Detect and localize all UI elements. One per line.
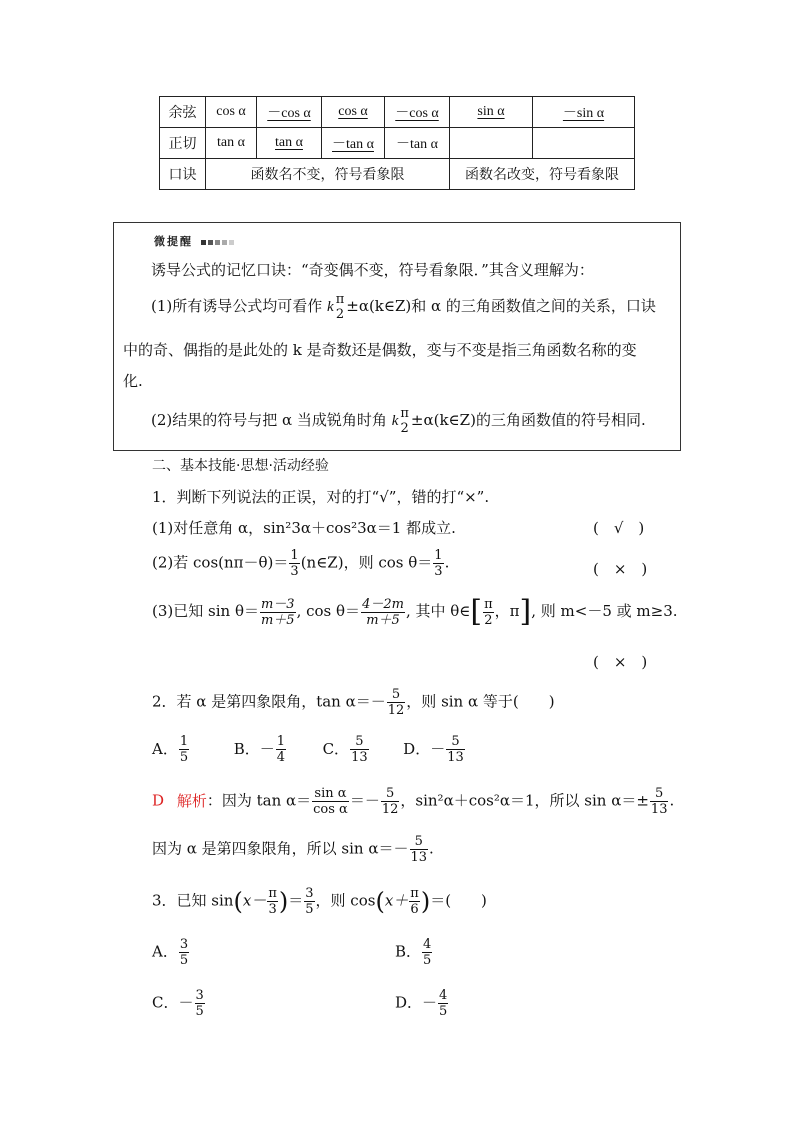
induction-formula-table <box>159 96 635 190</box>
text: (1)所有诱导公式均可看作 <box>151 297 323 315</box>
q2-option-d[interactable]: D．－ $\frac{5}{13}$ <box>403 734 464 765</box>
row-head: 口诀 <box>160 159 206 190</box>
text: (2)结果的符号与把 α 当成锐角时角 <box>151 411 387 429</box>
text: , cos θ＝ <box>296 602 361 620</box>
square-icon <box>222 240 227 245</box>
tip-p1-line2: 中的奇、偶指的是此处的 k 是奇数还是偶数，变与不变是指三角函数名称的变 <box>123 341 637 359</box>
answer-letter: D <box>152 791 165 810</box>
fraction <box>361 598 405 627</box>
text: ：因为 tan α＝ <box>206 791 312 810</box>
q2-answer-line1 <box>152 787 674 816</box>
fraction-den: 2 <box>400 421 409 436</box>
text: . <box>444 553 450 572</box>
tip-box <box>113 222 681 451</box>
fraction-num: 1 <box>290 548 299 563</box>
text: ，π <box>494 602 520 620</box>
fraction-den: 6 <box>410 902 419 917</box>
q1-item1-answer: ( √ ) <box>593 519 645 537</box>
table-row <box>160 159 635 190</box>
section-heading: 二、基本技能·思想·活动经验 <box>152 458 329 474</box>
table-cell: sin α <box>450 97 533 128</box>
fraction <box>267 887 278 916</box>
table-cell: tan α <box>206 128 257 159</box>
var-k: k <box>327 299 334 315</box>
square-icon <box>208 240 213 245</box>
mnemonic-left: 函数名不变，符号看象限 <box>206 159 450 190</box>
q1-item1: (1)对任意角 α，sin²3α＋cos²3α＝1 都成立. <box>152 519 456 537</box>
fraction <box>483 598 494 627</box>
fraction-num: 5 <box>650 787 669 802</box>
fraction-num: 4－2m <box>362 596 404 612</box>
left-bracket: [ <box>470 594 483 629</box>
table-cell: tan α <box>257 128 322 159</box>
tip-title <box>154 233 234 249</box>
text: , 其中 θ∈ <box>405 602 471 620</box>
tip-p1-line1 <box>151 293 656 321</box>
table-row <box>160 128 635 159</box>
q3-option-c[interactable]: C．－ $\frac{3}{5}$ <box>152 988 204 1019</box>
q3-option-d[interactable]: D．－ $\frac{4}{5}$ <box>395 988 448 1019</box>
q2-options <box>152 735 466 764</box>
tip-p2 <box>151 407 646 435</box>
table-cell: cos α <box>206 97 257 128</box>
table-row <box>160 97 635 128</box>
fraction <box>433 549 443 578</box>
right-bracket: ] <box>519 594 532 629</box>
fraction-den: m＋5 <box>366 612 400 628</box>
q3-option-a[interactable]: A． $\frac{3}{5}$ <box>152 937 189 968</box>
fraction <box>381 787 400 816</box>
text: ，则 cos <box>315 891 376 910</box>
fraction-num: π <box>484 596 493 612</box>
q1-stem: 1．判断下列说法的正误，对的打“√”，错的打“×”. <box>152 488 490 506</box>
table-cell: －tan α <box>322 128 385 159</box>
fraction-num: 5 <box>387 688 406 703</box>
answer-label: 解析 <box>176 791 207 810</box>
q2-stem <box>152 688 555 717</box>
fraction-den: 3 <box>268 902 277 917</box>
var-k: k <box>391 413 399 429</box>
mnemonic-right: 函数名改变，符号看象限 <box>450 159 635 190</box>
q2-option-a[interactable]: A． $\frac{1}{5}$ <box>152 734 189 765</box>
fraction <box>399 407 410 435</box>
q3-stem <box>152 887 487 916</box>
tip-title-text: 微提醒 <box>154 235 193 248</box>
right-paren: ) <box>420 887 431 916</box>
fraction-den: 2 <box>335 307 345 322</box>
tip-intro: 诱导公式的记忆口诀：“奇变偶不变，符号看象限．”其含义理解为： <box>151 261 594 279</box>
text: . <box>669 791 675 810</box>
left-paren: ( <box>233 887 243 916</box>
fraction-num: 5 <box>410 835 429 850</box>
q3-option-b[interactable]: B． $\frac{4}{5}$ <box>395 937 432 968</box>
fraction-den: 5 <box>305 902 314 917</box>
text: 因为 α 是第四象限角，所以 sin α＝－ <box>152 839 409 858</box>
table-cell <box>533 128 635 159</box>
q1-item3-answer: ( × ) <box>593 653 648 671</box>
text: ，sin²α＋cos²α＝1，所以 sin α＝± <box>400 791 649 810</box>
text: ＝( ) <box>430 891 487 910</box>
text: ±α(k∈Z)的三角函数值的符号相同. <box>410 411 646 429</box>
fraction-num: 1 <box>434 548 443 563</box>
fraction-den: 3 <box>290 564 299 579</box>
fraction-num: π <box>268 886 277 901</box>
fraction <box>650 787 669 816</box>
q1-item3 <box>152 594 678 629</box>
fraction <box>387 688 406 717</box>
fraction-den: 12 <box>381 802 399 817</box>
fraction-den: 3 <box>434 564 443 579</box>
text: (n∈Z)，则 cos θ＝ <box>300 553 433 572</box>
fraction <box>260 598 296 627</box>
text: 2．若 α 是第四象限角，tan α＝－ <box>152 692 386 711</box>
fraction-num: 5 <box>381 787 400 802</box>
text: (3)已知 sin θ＝ <box>152 602 259 620</box>
text: ＝ <box>288 891 304 910</box>
square-icon <box>229 240 234 245</box>
tip-p1-line3: 化. <box>123 372 143 390</box>
fraction-den: 2 <box>484 612 493 628</box>
table-cell: cos α <box>322 97 385 128</box>
row-head: 正切 <box>160 128 206 159</box>
fraction-num: π <box>400 406 409 421</box>
fraction <box>289 549 299 578</box>
fraction-num: m－3 <box>260 596 295 612</box>
fraction-den: 13 <box>410 850 428 865</box>
q1-item2 <box>152 549 449 578</box>
fraction <box>409 887 420 916</box>
row-head: 余弦 <box>160 97 206 128</box>
table-cell: －cos α <box>385 97 450 128</box>
text: ±α(k∈Z)和 α 的三角函数值之间的关系，口诀 <box>346 297 656 315</box>
fraction-den: 13 <box>650 802 668 817</box>
q2-answer-line2 <box>152 835 434 864</box>
text: . <box>429 839 434 858</box>
text: x＋ <box>384 891 409 910</box>
text: ，则 sin α 等于( ) <box>406 692 555 711</box>
fraction <box>410 835 429 864</box>
square-icon <box>215 240 220 245</box>
square-icon <box>201 240 206 245</box>
left-paren: ( <box>375 887 385 916</box>
text: x－ <box>242 891 267 910</box>
fraction-den: 12 <box>387 703 405 718</box>
fraction <box>312 787 349 816</box>
fraction-den: m＋5 <box>260 612 295 628</box>
fraction-num: π <box>410 886 419 901</box>
fraction-num: π <box>335 292 345 307</box>
fraction-den: cos α <box>313 802 348 817</box>
table-cell <box>450 128 533 159</box>
fraction <box>304 887 314 916</box>
text: , 则 m<－5 或 m≥3. <box>531 602 678 620</box>
table-cell: －tan α <box>385 128 450 159</box>
text: (2)若 cos(nπ－θ)＝ <box>152 553 289 572</box>
q2-option-b[interactable]: B．－ $\frac{1}{4}$ <box>233 734 286 765</box>
table-cell: －sin α <box>533 97 635 128</box>
right-paren: ) <box>278 887 289 916</box>
table-cell: －cos α <box>257 97 322 128</box>
q2-option-c[interactable]: C． $\frac{5}{13}$ <box>322 734 368 765</box>
q1-item2-answer: ( × ) <box>593 560 648 578</box>
text: 3．已知 sin <box>152 891 234 910</box>
text: ＝－ <box>349 791 380 810</box>
fraction-num: sin α <box>312 787 349 802</box>
fraction-num: 3 <box>305 886 314 901</box>
fraction <box>335 293 346 321</box>
